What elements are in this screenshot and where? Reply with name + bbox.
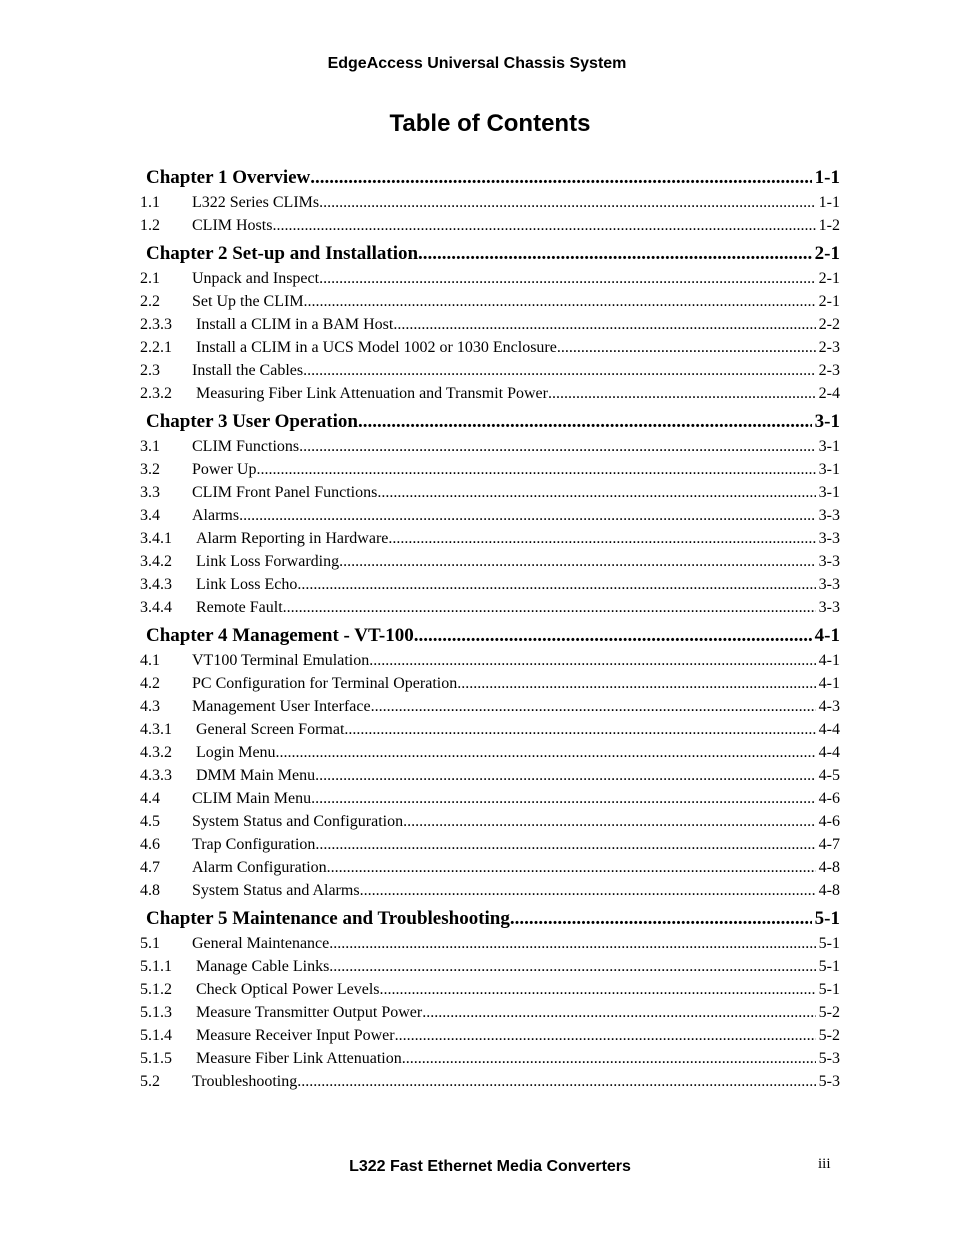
toc-section-entry[interactable] (140, 981, 840, 1004)
toc-section-entry[interactable] (140, 194, 840, 217)
toc-section-entry[interactable] (140, 675, 840, 698)
toc-section-number: 4.2 (140, 675, 160, 692)
toc-leader-dots (315, 767, 816, 785)
toc-section-title: Alarms (192, 507, 240, 524)
toc-section-number: 5.1.1 (140, 958, 172, 975)
toc-section-entry[interactable] (140, 721, 840, 744)
toc-section-title: System Status and Alarms (192, 882, 360, 899)
toc-section-title: Login Menu (196, 744, 276, 761)
toc-chapter-title: Chapter 3 User Operation (146, 411, 358, 432)
toc-section-entry[interactable] (140, 1027, 840, 1050)
toc-leader-dots (297, 576, 815, 594)
toc-section-entry[interactable] (140, 530, 840, 553)
toc-section-page: 4-8 (818, 859, 840, 876)
toc-section-title: Troubleshooting (192, 1073, 298, 1090)
toc-section-page: 3-3 (818, 507, 840, 524)
toc-leader-dots (457, 675, 815, 693)
toc-chapter-entry[interactable] (140, 625, 840, 652)
toc-section-number: 4.8 (140, 882, 160, 899)
toc-section-page: 4-8 (818, 882, 840, 899)
toc-chapter-entry[interactable] (140, 243, 840, 270)
toc-chapter-page: 5-1 (814, 908, 840, 929)
toc-section-number: 1.2 (140, 217, 160, 234)
toc-chapter-page: 2-1 (814, 243, 840, 264)
toc-section-entry[interactable] (140, 813, 840, 836)
toc-section-page: 3-3 (818, 576, 840, 593)
toc-section-page: 4-4 (818, 721, 840, 738)
toc-leader-dots (557, 339, 816, 357)
toc-section-page: 1-1 (818, 194, 840, 211)
toc-chapter-entry[interactable] (140, 908, 840, 935)
toc-section-page: 2-4 (818, 385, 840, 402)
toc-section-number: 3.1 (140, 438, 160, 455)
toc-section-title: Power Up (192, 461, 257, 478)
toc-section-entry[interactable] (140, 698, 840, 721)
toc-section-number: 4.7 (140, 859, 160, 876)
toc-section-title: System Status and Configuration (192, 813, 404, 830)
toc-section-number: 3.2 (140, 461, 160, 478)
page-number: iii (818, 1156, 831, 1172)
toc-section-page: 3-3 (818, 553, 840, 570)
toc-section-page: 3-3 (818, 530, 840, 547)
toc-section-number: 2.1 (140, 270, 160, 287)
toc-chapter-page: 1-1 (814, 167, 840, 188)
toc-section-page: 3-1 (818, 484, 840, 501)
toc-leader-dots (297, 1073, 815, 1091)
toc-section-number: 3.4.3 (140, 576, 172, 593)
toc-section-title: Set Up the CLIM (192, 293, 304, 310)
toc-section-title: Manage Cable Links (196, 958, 330, 975)
toc-section-page: 5-2 (818, 1027, 840, 1044)
toc-leader-dots (393, 316, 815, 334)
toc-section-title: Measure Receiver Input Power (196, 1027, 395, 1044)
toc-section-number: 5.1.3 (140, 1004, 172, 1021)
toc-section-title: Alarm Configuration (192, 859, 327, 876)
toc-section-page: 4-1 (818, 675, 840, 692)
toc-section-entry[interactable] (140, 553, 840, 576)
toc-leader-dots (395, 1027, 816, 1045)
toc-section-page: 4-1 (818, 652, 840, 669)
toc-leader-dots (402, 1050, 816, 1068)
toc-section-title: Management User Interface (192, 698, 371, 715)
toc-section-entry[interactable] (140, 385, 840, 408)
toc-section-entry[interactable] (140, 576, 840, 599)
toc-leader-dots (414, 625, 812, 647)
toc-section-page: 4-7 (818, 836, 840, 853)
toc-leader-dots (418, 243, 812, 265)
toc-section-entry[interactable] (140, 859, 840, 882)
toc-section-page: 2-1 (818, 270, 840, 287)
toc-leader-dots (299, 438, 816, 456)
toc-section-title: Link Loss Forwarding (196, 553, 340, 570)
toc-section-page: 3-3 (818, 599, 840, 616)
toc-section-title: Unpack and Inspect (192, 270, 320, 287)
toc-leader-dots (239, 507, 816, 525)
toc-section-number: 5.1.5 (140, 1050, 172, 1067)
toc-leader-dots (548, 385, 816, 403)
toc-section-entry[interactable] (140, 217, 840, 240)
toc-section-title: Measure Fiber Link Attenuation (196, 1050, 402, 1067)
toc-section-title: CLIM Main Menu (192, 790, 312, 807)
toc-leader-dots (283, 599, 816, 617)
toc-section-entry[interactable] (140, 935, 840, 958)
toc-section-page: 3-1 (818, 461, 840, 478)
toc-leader-dots (303, 362, 816, 380)
toc-section-page: 5-1 (818, 935, 840, 952)
toc-section-entry[interactable] (140, 767, 840, 790)
toc-section-number: 5.1.2 (140, 981, 172, 998)
toc-leader-dots (422, 1004, 815, 1022)
toc-section-page: 5-2 (818, 1004, 840, 1021)
toc-leader-dots (329, 958, 815, 976)
toc-section-number: 2.3 (140, 362, 160, 379)
toc-leader-dots (310, 167, 811, 189)
toc-section-entry[interactable] (140, 744, 840, 767)
toc-section-entry[interactable] (140, 836, 840, 859)
toc-section-number: 2.3.3 (140, 316, 172, 333)
toc-leader-dots (371, 698, 816, 716)
toc-section-number: 4.3.2 (140, 744, 172, 761)
toc-leader-dots (358, 411, 812, 433)
toc-leader-dots (315, 836, 815, 854)
toc-section-title: CLIM Functions (192, 438, 300, 455)
toc-section-number: 1.1 (140, 194, 160, 211)
toc-section-page: 5-3 (818, 1050, 840, 1067)
toc-section-page: 2-3 (818, 339, 840, 356)
page-title: Table of Contents (389, 110, 591, 137)
toc-section-number: 3.4.1 (140, 530, 172, 547)
toc-section-number: 3.4.4 (140, 599, 172, 616)
toc-section-entry[interactable] (140, 484, 840, 507)
toc-section-number: 4.4 (140, 790, 160, 807)
toc-section-page: 2-3 (818, 362, 840, 379)
toc-section-entry[interactable] (140, 507, 840, 530)
toc-section-entry[interactable] (140, 461, 840, 484)
toc-section-entry[interactable] (140, 316, 840, 339)
toc-section-page: 4-4 (818, 744, 840, 761)
toc-leader-dots (256, 461, 815, 479)
toc-section-number: 5.1 (140, 935, 160, 952)
toc-section-title: General Maintenance (192, 935, 330, 952)
toc-section-page: 4-3 (818, 698, 840, 715)
toc-section-number: 2.2 (140, 293, 160, 310)
toc-section-number: 4.3 (140, 698, 160, 715)
toc-chapter-title: Chapter 4 Management - VT-100 (146, 625, 414, 646)
toc-section-number: 4.3.3 (140, 767, 172, 784)
toc-section-page: 5-3 (818, 1073, 840, 1090)
toc-section-number: 3.4 (140, 507, 160, 524)
toc-leader-dots (339, 553, 816, 571)
running-footer: L322 Fast Ethernet Media Converters (349, 1158, 631, 1175)
toc-section-entry[interactable] (140, 882, 840, 905)
toc-section-title: Install a CLIM in a UCS Model 1002 or 1030 Enclosure (196, 339, 557, 356)
toc-section-entry[interactable] (140, 1050, 840, 1073)
toc-section-title: VT100 Terminal Emulation (192, 652, 370, 669)
toc-section-page: 4-5 (818, 767, 840, 784)
toc-section-page: 3-1 (818, 438, 840, 455)
toc-section-page: 2-1 (818, 293, 840, 310)
toc-chapter-title: Chapter 1 Overview (146, 167, 311, 188)
toc-section-page: 4-6 (818, 813, 840, 830)
toc-section-number: 5.2 (140, 1073, 160, 1090)
toc-chapter-page: 4-1 (814, 625, 840, 646)
toc-leader-dots (403, 813, 816, 831)
toc-leader-dots (327, 859, 816, 877)
toc-section-number: 3.3 (140, 484, 160, 501)
toc-leader-dots (329, 935, 815, 953)
toc-leader-dots (272, 217, 815, 235)
toc-leader-dots (304, 293, 816, 311)
toc-section-number: 4.1 (140, 652, 160, 669)
toc-leader-dots (344, 721, 815, 739)
toc-section-entry[interactable] (140, 293, 840, 316)
toc-section-entry[interactable] (140, 958, 840, 981)
toc-leader-dots (311, 790, 816, 808)
toc-section-number: 4.6 (140, 836, 160, 853)
toc-leader-dots (377, 484, 815, 502)
toc-chapter-title: Chapter 2 Set-up and Installation (146, 243, 419, 264)
toc-section-page: 4-6 (818, 790, 840, 807)
toc-section-title: Install the Cables (192, 362, 304, 379)
toc-section-entry[interactable] (140, 362, 840, 385)
toc-chapter-entry[interactable] (140, 167, 840, 194)
toc-section-number: 2.2.1 (140, 339, 172, 356)
toc-leader-dots (380, 981, 816, 999)
running-header: EdgeAccess Universal Chassis System (327, 55, 627, 72)
toc-leader-dots (276, 744, 816, 762)
toc-section-page: 1-2 (818, 217, 840, 234)
toc-section-title: Trap Configuration (192, 836, 316, 853)
toc-section-number: 2.3.2 (140, 385, 172, 402)
toc-section-number: 4.3.1 (140, 721, 172, 738)
toc-section-page: 5-1 (818, 981, 840, 998)
toc-section-title: CLIM Hosts (192, 217, 273, 234)
toc-section-title: Measuring Fiber Link Attenuation and Transmit Power (196, 385, 548, 402)
toc-chapter-entry[interactable] (140, 411, 840, 438)
toc-chapter-title: Chapter 5 Maintenance and Troubleshooting (146, 908, 510, 929)
toc-section-number: 4.5 (140, 813, 160, 830)
toc-leader-dots (360, 882, 816, 900)
toc-section-number: 5.1.4 (140, 1027, 172, 1044)
table-of-contents (140, 167, 840, 1096)
toc-leader-dots (388, 530, 815, 548)
toc-section-title: Alarm Reporting in Hardware (196, 530, 389, 547)
toc-section-page: 2-2 (818, 316, 840, 333)
toc-leader-dots (369, 652, 815, 670)
toc-section-title: Install a CLIM in a BAM Host (196, 316, 394, 333)
toc-section-title: Link Loss Echo (196, 576, 298, 593)
toc-section-entry[interactable] (140, 652, 840, 675)
toc-section-page: 5-1 (818, 958, 840, 975)
toc-section-entry[interactable] (140, 339, 840, 362)
toc-section-title: L322 Series CLIMs (192, 194, 320, 211)
toc-section-entry[interactable] (140, 790, 840, 813)
toc-section-title: PC Configuration for Terminal Operation (192, 675, 458, 692)
toc-section-entry[interactable] (140, 1073, 840, 1096)
toc-section-entry[interactable] (140, 599, 840, 622)
toc-leader-dots (319, 194, 816, 212)
toc-section-title: General Screen Format (196, 721, 345, 738)
toc-chapter-page: 3-1 (814, 411, 840, 432)
toc-leader-dots (319, 270, 816, 288)
toc-section-entry[interactable] (140, 438, 840, 461)
toc-section-title: CLIM Front Panel Functions (192, 484, 378, 501)
toc-section-entry[interactable] (140, 1004, 840, 1027)
toc-section-number: 3.4.2 (140, 553, 172, 570)
toc-section-title: Check Optical Power Levels (196, 981, 380, 998)
toc-section-entry[interactable] (140, 270, 840, 293)
toc-section-title: Remote Fault (196, 599, 283, 616)
toc-leader-dots (510, 908, 812, 930)
toc-section-title: Measure Transmitter Output Power (196, 1004, 423, 1021)
toc-section-title: DMM Main Menu (196, 767, 316, 784)
